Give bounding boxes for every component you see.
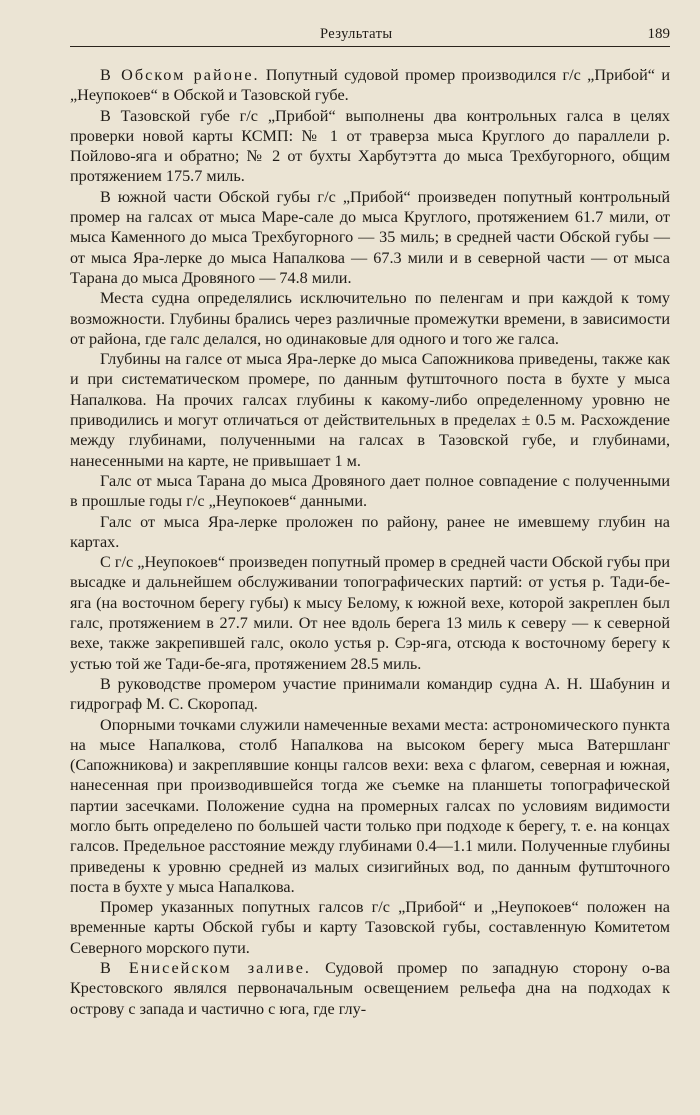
paragraph-yenisei-gulf: В Енисейском заливе. Судовой промер по западную сторону о-ва Крестовского являлся первоначальным освещением рельефа дна на подходах к острову с запада и частично с юга, где глу-	[70, 959, 671, 1018]
paragraph: Галс от мыса Тарана до мыса Дровяного дает полное совпадение с полученными в прошлые годы г/с „Неупокоев“ данными.	[70, 471, 670, 511]
paragraph: Места судна определялись исключительно по пеленгам и при каждой к тому возможности. Глубины брались через различные промежутки времени, в зависимости от района, где галс делался, но одинаковые для одного и того же галса.	[70, 289, 670, 348]
paragraph: В южной части Обской губы г/с „Прибой“ произведен попутный контрольный промер на галсах от мыса Маре-сале до мыса Круглого, протяжением 61.7 мили, от мыса Каменного до мыса Трехбугорного — 35 миль; в средней части Обской губы — от мыса Яра-лерке до мыса Напалкова — 67.3 мили и в северной части — от мыса Тарана до мыса Дровяного — 74.8 мили.	[70, 187, 670, 287]
paragraph: Промер указанных попутных галсов г/с „Прибой“ и „Неупокоев“ положен на временные карты Обской губы и карту Тазовской губы, составленную Комитетом Северного морского пути.	[70, 898, 670, 957]
paragraph: В руководстве промером участие принимали командир судна А. Н. Шабунин и гидрограф М. С. Скоропад.	[70, 674, 670, 714]
running-head	[70, 26, 670, 47]
body-text	[70, 65, 670, 1019]
paragraph: Глубины на галсе от мыса Яра-лерке до мыса Сапожникова приведены, также как и при систематическом промере, по данным футшточного поста в бухте у мыса Напалкова. На прочих галсах глубины к какому-либо определенному уровню не приводились и могут отличаться от действительных в пределах ± 0.5 м. Расхождение между глубинами, полученными на галсах в Тазовской губе, и глубинами, нанесенными на карте, не привышает 1 м.	[70, 350, 670, 470]
paragraph: В Тазовской губе г/с „Прибой“ выполнены два контрольных галса в целях проверки новой карты КСМП: № 1 от траверза мыса Круглого до параллели р. Пойлово-яга и обратно; № 2 от бухты Харбутэтта до мыса Трехбугорного, общим протяжением 175.7 миль.	[70, 106, 670, 186]
running-head-title: Результаты	[320, 26, 393, 42]
paragraph: С г/с „Неупокоев“ произведен попутный промер в средней части Обской губы при высадке и дальнейшем обслуживании топографических партий: от устья р. Тади-бе-яга (на восточном берегу губы) к мысу Белому, к южной вехе, которой закреплен был галс, протяжением в 27.7 мили. От нее вдоль берега 13 миль к северу — к северной вехе, также закрепившей галс, около устья р. Сэр-яга, отсюда к восточному берегу к устью той же Тади-бе-яга, протяжением 28.5 миль.	[70, 553, 670, 673]
paragraph-ob-region: В Обском районе. Попутный судовой промер производился г/с „Прибой“ и „Неупокоев“ в Обской и Тазовской губе.	[70, 66, 670, 105]
section-heading-ob: В Обском районе.	[100, 66, 260, 84]
page-number: 189	[647, 26, 670, 42]
paragraph: Галс от мыса Яра-лерке проложен по району, ранее не имевшему глубин на картах.	[70, 512, 670, 551]
section-heading-yenisei: В Енисейском заливе.	[100, 959, 311, 978]
paragraph: Опорными точками служили намеченные вехами места: астрономического пункта на мысе Напалкова, столб Напалкова на высоком берегу мыса Ватершланг (Сапожникова) и закреплявшие концы галсов вехи: веха с флагом, северная и южная, нанесенная при производившейся тогда же съемке на планшеты топографической партии засечками. Положение судна на промерных галсах по условиям видимости могло быть определено по большей части только при подходе к берегу, т. е. на концах галсов. Предельное расстояние между глубинами 0.4—1.1 мили. Полученные глубины приведены к уровню средней из малых сизигийных вод, по данным футшточного поста в бухте у мыса Напалкова.	[70, 715, 670, 896]
